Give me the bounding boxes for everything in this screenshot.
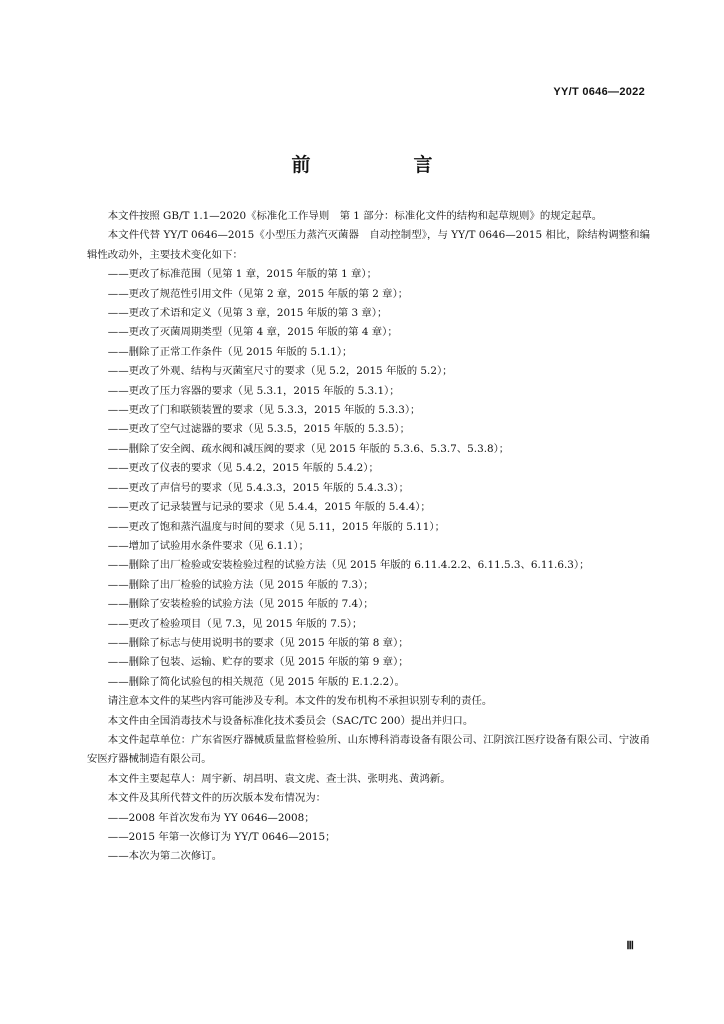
technical-changes-list [87,265,650,692]
patent-notice: 请注意本文件的某些内容可能涉及专利。本文件的发布机构不承担识别专利的责任。 [107,695,493,708]
list-item: ——更改了压力容器的要求（见 5.3.1，2015 年版的 5.3.1）； [107,384,400,397]
list-item: ——2008 年首次发布为 YY 0646—2008； [107,811,315,824]
list-item: ——删除了简化试验包的相关规范（见 2015 年版的 E.1.2.2）。 [107,675,405,688]
list-item: ——更改了外观、结构与灭菌室尺寸的要求（见 5.2，2015 年版的 5.2）； [107,365,453,378]
history-intro: 本文件及其所代替文件的历次版本发布情况为： [107,792,326,805]
list-item: ——2015 年第一次修订为 YY/T 0646—2015； [107,831,336,843]
list-item: ——更改了仪表的要求（见 5.4.2，2015 年版的 5.4.2）； [107,462,379,475]
list-item: ——本次为第二次修订。 [107,850,223,863]
list-item: ——更改了规范性引用文件（见第 2 章，2015 年版的第 2 章）； [107,287,409,300]
drafting-units: 本文件起草单位：广东省医疗器械质量监督检验所、山东博科消毒设备有限公司、江阴滨江医疗设备有限公司、宁波甬安医疗器械制造有限公司。 [87,733,650,766]
list-item: ——更改了标准范围（见第 1 章，2015 年版的第 1 章）； [107,268,377,281]
list-item: ——删除了出厂检验或安装检验过程的试验方法（见 2015 年版的 6.11.4.2.2、6.11.5.3、6.11.6.3）； [107,559,590,572]
version-history-list [87,809,650,867]
list-item: ——更改了术语和定义（见第 3 章，2015 年版的第 3 章）； [107,307,388,320]
list-item: ——更改了空气过滤器的要求（见 5.3.5，2015 年版的 5.3.5）； [107,423,411,436]
standard-code: YY/T 0646—2022 [553,86,645,98]
list-item: ——更改了门和联锁装置的要求（见 5.3.3，2015 年版的 5.3.3）； [107,404,421,417]
intro-paragraph: 本文件代替 YY/T 0646—2015《小型压力蒸汽灭菌器 自动控制型》，与 YY/T 0646—2015 相比，除结构调整和编辑性改动外，主要技术变化如下： [87,229,650,261]
document-body [87,207,650,867]
drafters: 本文件主要起草人：周宇新、胡昌明、袁文虎、查士洪、张明兆、黄鸿新。 [107,772,451,785]
list-item: ——更改了声信号的要求（见 5.4.3.3，2015 年版的 5.4.3.3）； [107,481,410,494]
list-item: ——删除了标志与使用说明书的要求（见 2015 年版的第 8 章）； [107,636,409,649]
list-item: ——删除了安装检验的试验方法（见 2015 年版的 7.4）； [107,598,374,611]
list-item: ——删除了正常工作条件（见 2015 年版的 5.1.1）； [107,345,353,358]
list-item: ——增加了试验用水条件要求（见 6.1.1）； [107,539,309,552]
page-number: Ⅲ [626,940,634,952]
list-item: ——更改了记录装置与记录的要求（见 5.4.4，2015 年版的 5.4.4）； [107,501,431,514]
list-item: ——删除了包装、运输、贮存的要求（见 2015 年版的第 9 章）； [107,656,409,669]
list-item: ——删除了安全阀、疏水阀和减压阀的要求（见 2015 年版的 5.3.6、5.3.7、5.3.8）； [107,442,510,455]
list-item: ——更改了检验项目（见 7.3，见 2015 年版的 7.5）； [107,617,363,630]
committee-statement: 本文件由全国消毒技术与设备标准化技术委员会（SAC/TC 200）提出并归口。 [107,714,474,727]
list-item: ——更改了灭菌周期类型（见第 4 章，2015 年版的第 4 章）； [107,326,398,339]
list-item: ——更改了饱和蒸汽温度与时间的要求（见 5.11，2015 年版的 5.11）； [107,520,445,533]
intro-paragraph: 本文件按照 GB/T 1.1—2020《标准化工作导则 第 1 部分：标准化文件的结构和起草规则》的规定起草。 [107,210,603,222]
list-item: ——删除了出厂检验的试验方法（见 2015 年版的 7.3）； [107,578,374,591]
page-title: 前 言 [291,154,475,176]
